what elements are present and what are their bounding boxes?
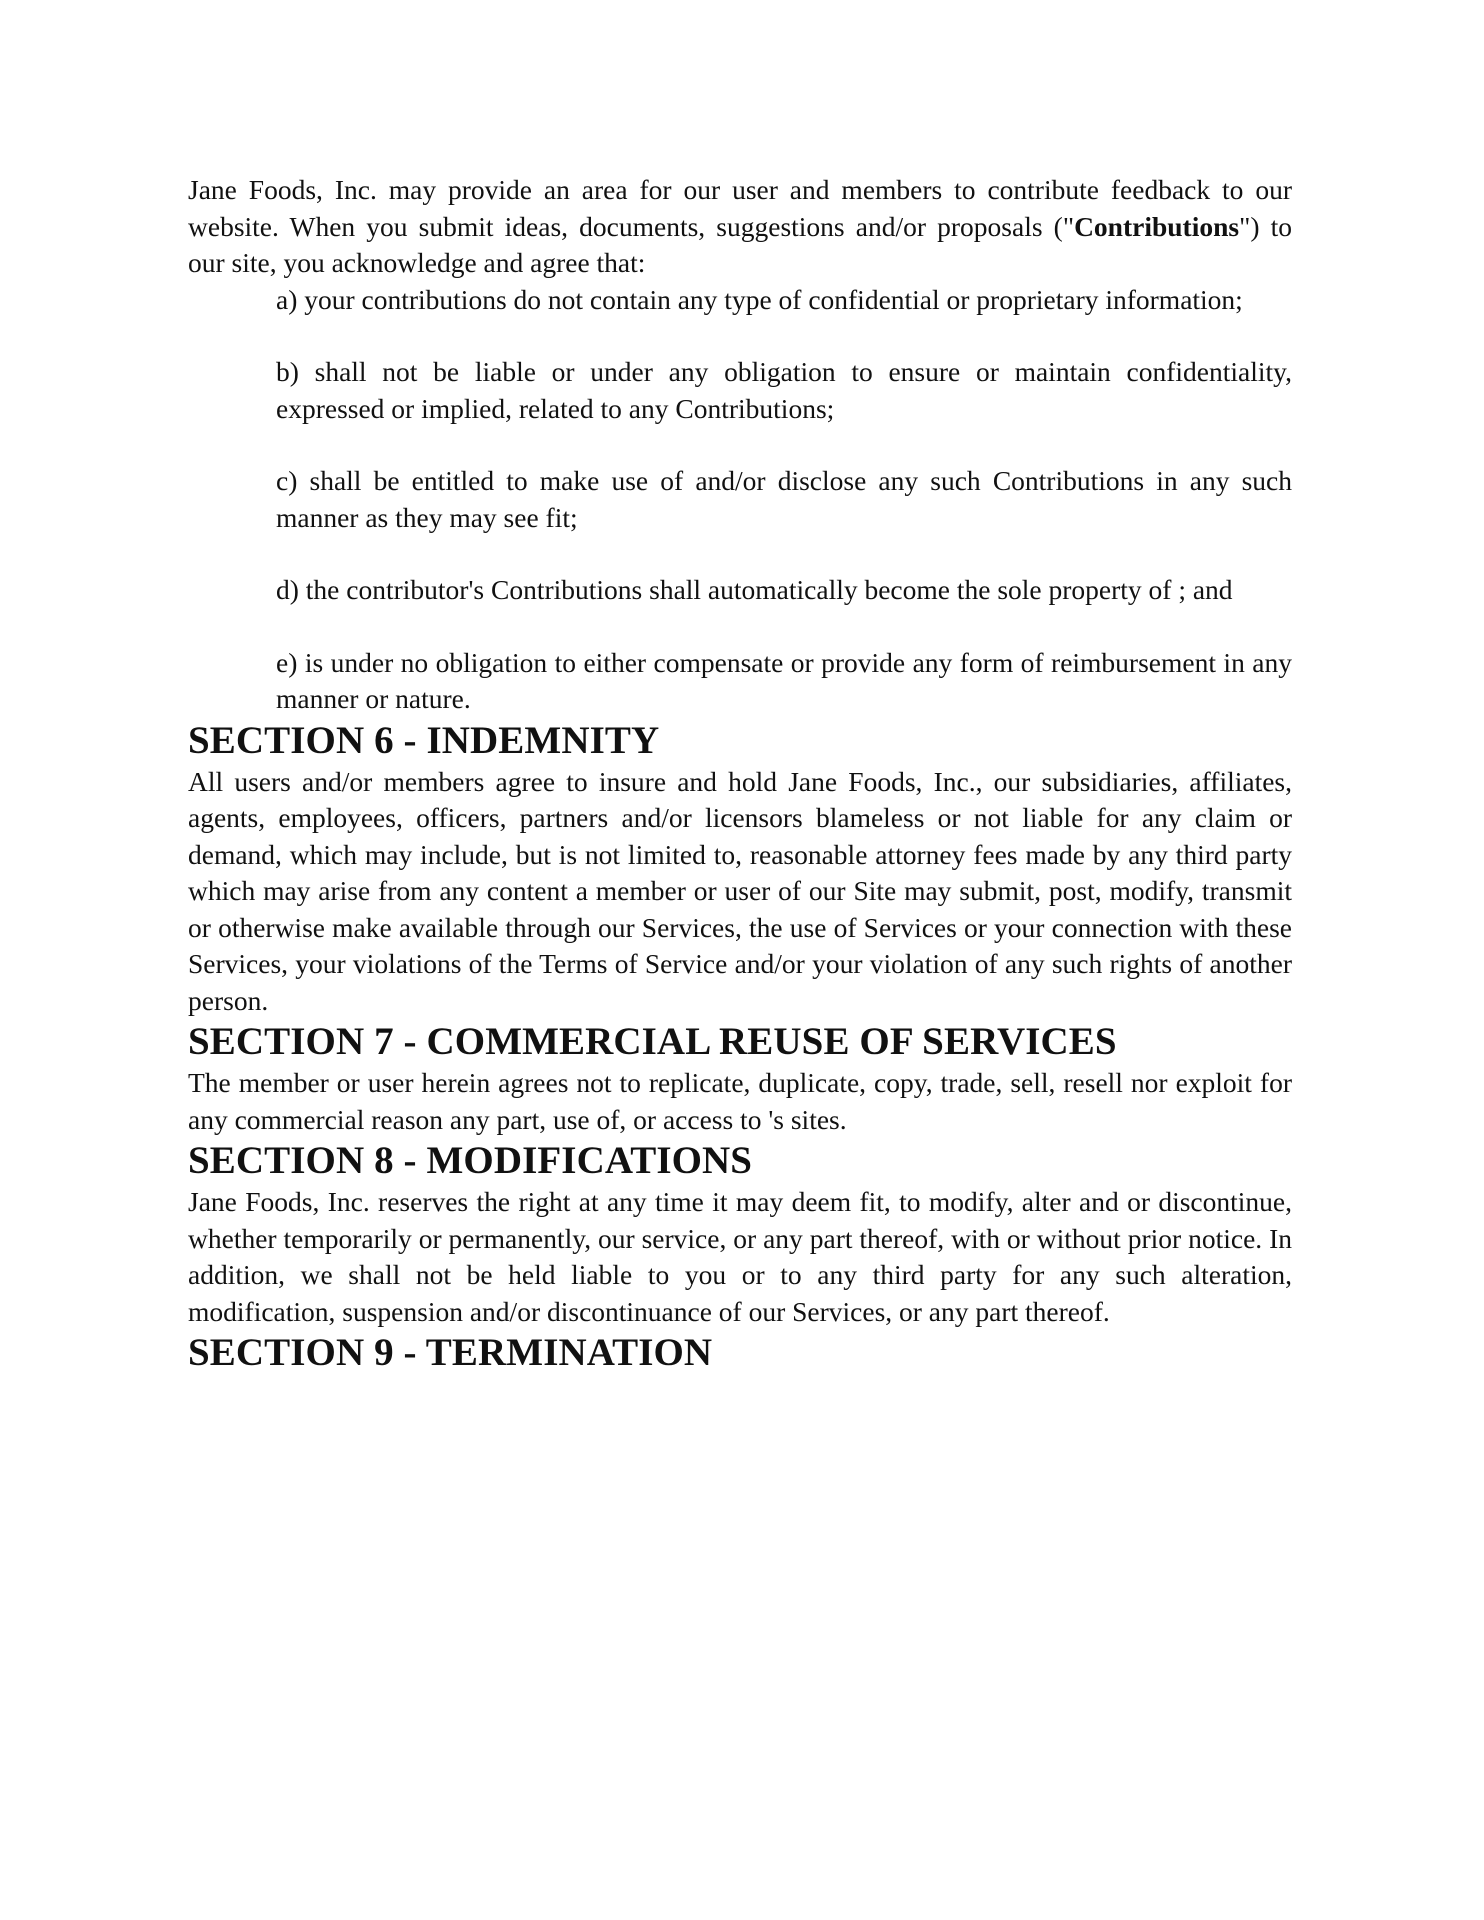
list-item-d: d) the contributor's Contributions shall automatically become the sole property of ; and [276, 574, 1233, 605]
contributions-intro-paragraph [188, 172, 1292, 282]
contributions-term: Contributions [1074, 210, 1240, 242]
intro-text-end: ") to our site, you acknowledge and agree that: [188, 210, 1293, 278]
document-page [188, 172, 1292, 1376]
list-item-a: a) your contributions do not contain any type of confidential or proprietary information; [276, 283, 1243, 315]
list-item-c: c) shall be entitled to make use of and/or disclose any such Contributions in any such manner as they may see fit; [276, 465, 1292, 533]
section-9-heading: SECTION 9 - TERMINATION [188, 1331, 713, 1374]
list-item-b: b) shall not be liable or under any obligation to ensure or maintain confidentiality, expressed or implied, related to any Contributions; [276, 356, 1292, 424]
section-8-paragraph: Jane Foods, Inc. reserves the right at any time it may deem fit, to modify, alter and or discontinue, whether temporarily or permanently, our service, or any part thereof, with or without prior notice. In addition, we shall not be held liable to you or to any third party for any such alteration, modification, suspension and/or discontinuance of our Services, or any part thereof. [188, 1186, 1292, 1327]
intro-text-start: Jane Foods, Inc. may provide an area for our user and members to contribute feedback to our website. When you submit ideas, documents, suggestions and/or proposals (" [188, 174, 1292, 242]
section-7-paragraph: The member or user herein agrees not to replicate, duplicate, copy, trade, sell, resell nor exploit for any commercial reason any part, use of, or access to 's sites. [188, 1067, 1292, 1135]
section-6-heading: SECTION 6 - INDEMNITY [188, 718, 660, 762]
section-7-heading: SECTION 7 - COMMERCIAL REUSE OF SERVICES [188, 1020, 1117, 1063]
contributions-list [276, 282, 1292, 718]
section-6-paragraph: All users and/or members agree to insure and hold Jane Foods, Inc., our subsidiaries, affiliates, agents, employees, officers, partners and/or licensors blameless or not liable for any claim or demand, which may include, but is not limited to, reasonable attorney fees made by any third party which may arise from any content a member or user of our Site may submit, post, modify, transmit or otherwise make available through our Services, the use of Services or your connection with these Services, your violations of the Terms of Service and/or your violation of any such rights of another person. [188, 765, 1292, 1016]
list-item-e: e) is under no obligation to either compensate or provide any form of reimbursement in any manner or nature. [276, 646, 1292, 714]
section-8-heading: SECTION 8 - MODIFICATIONS [188, 1139, 753, 1182]
